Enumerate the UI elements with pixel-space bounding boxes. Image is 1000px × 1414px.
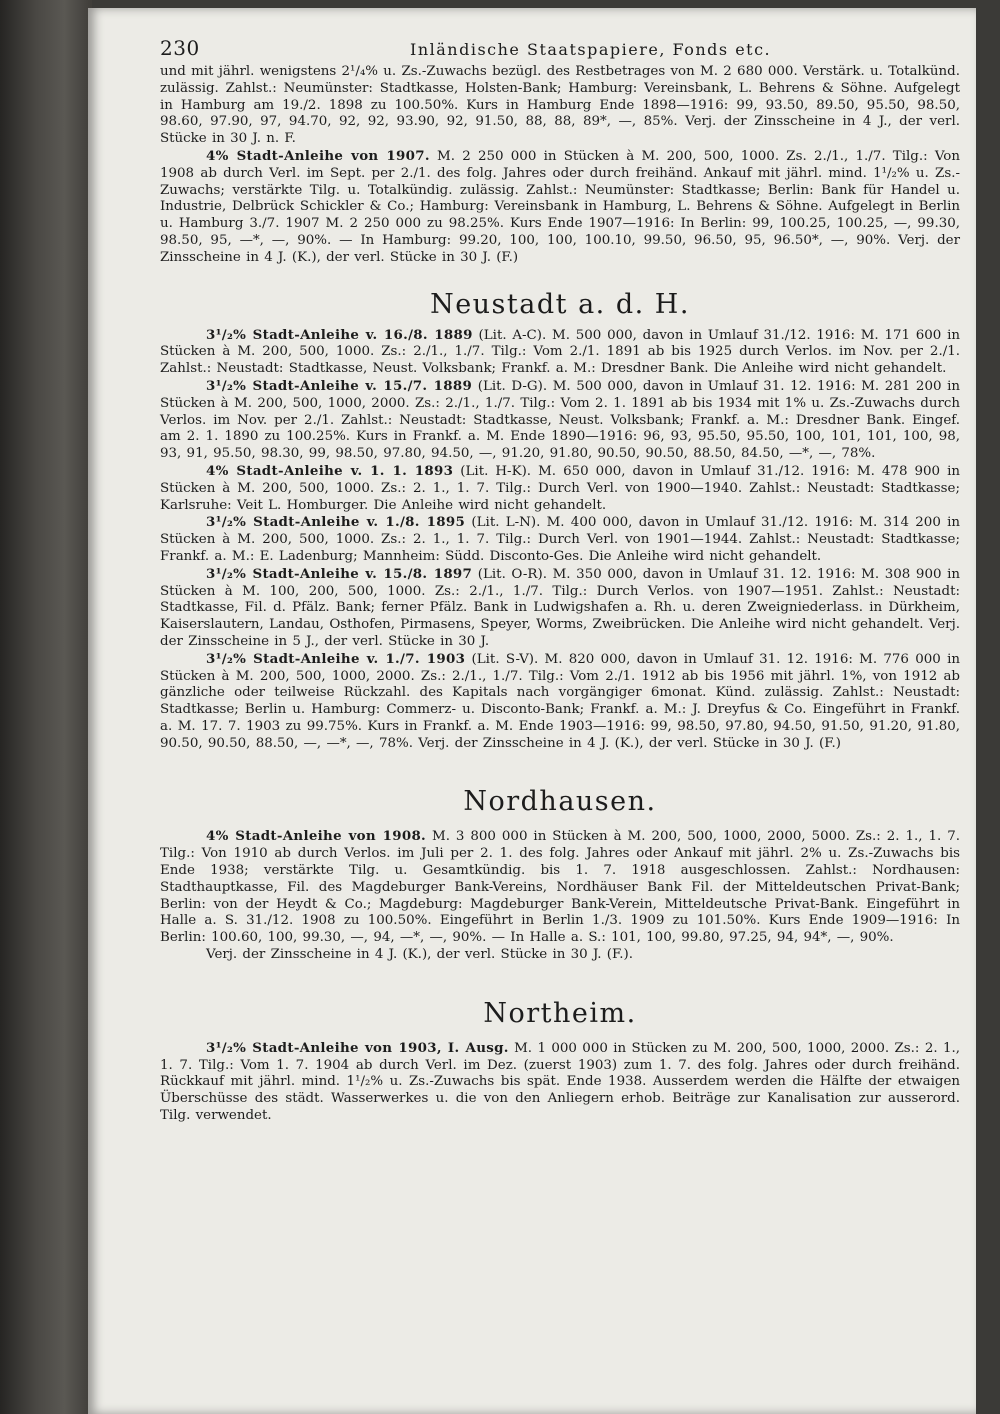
northeim-entry — [160, 1040, 960, 1125]
entry-text: M. 1 000 000 in Stücken zu M. 200, 500, 1000, 2000. Zs.: 2. 1., 1. 7. Tilg.: Vom 1. 7. 1904 ab durch Verl. im Dez. (zuerst 1903) zum 1. 7. des folg. Jahres oder durch freihänd. Rückkauf mit jährl. mind. 1¹/₂% u. Zs.-Zuwachs bis spät. Ende 1938. Ausserdem werden die Hälfte der etwaigen Überschüsse des städt. Wasserwerkes u. die von den Anliegern erhob. Beiträge zur Kanalisation zur ausserord. Tilg. verwendet. — [160, 1040, 961, 1124]
entry-1907 — [160, 148, 960, 267]
city-heading-nordhausen: Nordhausen. — [463, 786, 657, 818]
entry-lead: 3¹/₂% Stadt-Anleihe v. 15./7. 1889 — [206, 377, 473, 394]
entry-lead: 3¹/₂% Stadt-Anleihe von 1903, I. Ausg. — [206, 1039, 509, 1056]
neustadt-entry-1 — [160, 327, 960, 378]
intro-paragraph: und mit jährl. wenigstens 2¹/₄% u. Zs.-Zuwachs bezügl. des Restbetrages von M. 2 680 000. Verstärk. u. Totalkünd. zulässig. Zahlst.: Neumünster: Stadtkasse, Holsten-Bank; Hamburg: Vereinsbank, L. Behrens & Söhne. Aufgelegt in Hamburg am 19./2. 1898 zu 100.50%. Kurs in Hamburg Ende 1898—1916: 99, 93.50, 89.50, 95.50, 98.50, 98.60, 97.90, 97, 94.70, 92, 92, 93.90, 92, 91.50, 88, 88, 89*, —, 85%. Verj. der Zinsscheine in 4 J., der verl. Stücke in 30 J. n. F. — [160, 64, 960, 147]
entry-lead: 3¹/₂% Stadt-Anleihe v. 15./8. 1897 — [206, 565, 473, 582]
running-head: Inländische Staatspapiere, Fonds etc. — [410, 40, 772, 59]
city-heading-northeim: Northeim. — [483, 997, 637, 1029]
entry-text: (Lit. L-N). M. 400 000, davon in Umlauf 31./12. 1916: M. 314 200 in Stücken à M. 200, 500, 1000. Zs.: 2. 1., 1. 7. Tilg.: Durch Verl. von 1901—1944. Zahlst.: Neustadt: Stadtkasse; Frankf. a. M.: E. Ladenburg; Mannheim: Südd. Disconto-Ges. Die Anleihe wird nicht gehandelt. — [160, 515, 961, 564]
city-heading-neustadt: Neustadt a. d. H. — [430, 288, 690, 320]
entry-text: (Lit. S-V). M. 820 000, davon in Umlauf 31. 12. 1916: M. 776 000 in Stücken à M. 200, 500, 1000, 2000. Zs.: 2./1., 1./7. Tilg.: Vom 2./1. 1912 ab bis 1956 mit jährl. 1%, von 1912 ab gänzliche oder teilweise Rückzahl. des Kapitals nach vorgängiger 6monat. Künd. zulässig. Zahlst.: Neustadt: Stadtkasse; Berlin u. Hamburg: Commerz- u. Disconto-Bank; Frankf. a. M.: J. Dreyfus & Co. Eingeführt in Frankf. a. M. 17. 7. 1903 zu 99.75%. Kurs in Frankf. a. M. Ende 1903—1916: 99, 98.50, 97.80, 94.50, 91.50, 91.20, 91.80, 90.50, 90.50, 88.50, —, —*, —, 78%. Verj. der Zinsscheine in 4 J. (K.), der verl. Stücke in 30 J. (F.) — [160, 651, 960, 751]
entry-lead: 4% Stadt-Anleihe von 1908. — [206, 828, 427, 845]
neustadt-entry-5 — [160, 566, 960, 651]
neustadt-entry-3 — [160, 463, 960, 514]
entry-text: M. 2 250 000 in Stücken à M. 200, 500, 1000. Zs. 2./1., 1./7. Tilg.: Von 1908 ab durch Verl. im Sept. per 2./1. des folg. Jahres oder durch freihänd. Ankauf mit jährl. mind. 1¹/₂% u. Zs.-Zuwachs; verstärkte Tilg. u. Totalkündig. zulässig. Zahlst.: Neumünster: Stadtkasse; Berlin: Bank für Handel u. Industrie, Delbrück Schickler & Co.; Hamburg: Vereinsbank in Hamburg, L. Behrens & Söhne. Aufgelegt in Berlin u. Hamburg 3./7. 1907 M. 2 250 000 zu 98.25%. Kurs Ende 1907—1916: In Berlin: 99, 100.25, 100.25, —, 99.30, 98.50, 95, —*, —, 90%. — In Hamburg: 99.20, 100, 100, 100.10, 99.50, 96.50, 95, 96.50*, —, 90%. Verj. der Zinsscheine in 4 J. (K.), der verl. Stücke in 30 J. (F.) — [160, 148, 960, 265]
entry-text: (Lit. H-K). M. 650 000, davon in Umlauf 31./12. 1916: M. 478 900 in Stücken à M. 200, 500, 1000. Zs.: 2. 1., 1. 7. Tilg.: Durch Verl. von 1900—1940. Zahlst.: Neustadt: Stadtkasse; Karlsruhe: Veit L. Homburger. Die Anleihe wird nicht gehandelt. — [160, 463, 960, 513]
neustadt-entry-4 — [160, 514, 960, 565]
page-content — [160, 36, 960, 1125]
entry-lead: 4% Stadt-Anleihe von 1907. — [206, 147, 430, 164]
entry-lead: 3¹/₂% Stadt-Anleihe v. 16./8. 1889 — [206, 326, 473, 343]
entry-lead: 4% Stadt-Anleihe v. 1. 1. 1893 — [206, 462, 454, 479]
entry-text: (Lit. D-G). M. 500 000, davon in Umlauf 31. 12. 1916: M. 281 200 in Stücken à M. 200, 500, 1000, 2000. Zs.: 2./1., 1./7. Tilg.: Vom 2. 1. 1891 ab bis 1934 mit 1% u. Zs.-Zuwachs durch Verlos. im Nov. per 2./1. Zahlst.: Neustadt: Stadtkasse, Neust. Volksbank; Frankf. a. M.: Dresdner Bank. Eingef. am 2. 1. 1890 zu 100.25%. Kurs in Frankf. a. M. Ende 1890—1916: 96, 93, 95.50, 95.50, 100, 101, 101, 100, 98, 93, 91, 95.50, 98.30, 99, 98.50, 97.80, 94.50, —, 91.20, 91.80, 90.50, 90.50, 88.50, 84.50, —*, —, 78%. — [160, 378, 961, 462]
entry-text: M. 3 800 000 in Stücken à M. 200, 500, 1000, 2000, 5000. Zs.: 2. 1., 1. 7. Tilg.: Von 1910 ab durch Verlos. im Juli per 2. 1. des folg. Jahres oder Ankauf mit jährl. 2% u. Zs.-Zuwachs bis Ende 1938; verstärkte Tilg. u. Gesamtkündig. bis 1. 7. 1918 ausgeschlossen. Zahlst.: Nordhausen: Stadthauptkasse, Fil. des Magdeburger Bank-Vereins, Nordhäuser Bank Fil. der Mitteldeutschen Privat-Bank; Berlin: von der Heydt & Co.; Magdeburg: Magdeburger Bank-Verein, Mitteldeutsche Privat-Bank. Eingeführt in Halle a. S. 31./12. 1908 zu 100.50%. Eingeführt in Berlin 1./3. 1909 zu 101.50%. Kurs Ende 1909—1916: In Berlin: 100.60, 100, 99.30, —, 94, —*, —, 90%. — In Halle a. S.: 101, 100, 99.80, 97.25, 94, 94*, —, 90%. — [160, 829, 961, 946]
neustadt-entry-6 — [160, 651, 960, 753]
page-number: 230 — [160, 36, 200, 60]
page-header — [160, 36, 960, 64]
nordhausen-entry — [160, 828, 960, 947]
entry-text: (Lit. A-C). M. 500 000, davon in Umlauf 31./12. 1916: M. 171 600 in Stücken à M. 200, 500, 1000. Zs.: 2./1., 1./7. Tilg.: Vom 2./1. 1891 ab bis 1925 durch Verlos. im Nov. per 2./1. Zahlst.: Neustadt: Stadtkasse, Neust. Volksbank; Frankf. a. M.: Dresdner Bank. Die Anleihe wird nicht gehandelt. — [160, 327, 960, 377]
neustadt-entry-2 — [160, 378, 960, 463]
entry-text: (Lit. O-R). M. 350 000, davon in Umlauf 31. 12. 1916: M. 308 900 in Stücken à M. 100, 200, 500, 1000. Zs.: 2./1., 1./7. Tilg.: Durch Verlos. von 1907—1951. Zahlst.: Neustadt: Stadtkasse, Fil. d. Pfälz. Bank; ferner Pfälz. Bank in Ludwigshafen a. Rh. u. deren Zweigniederlass. in Dürkheim, Kaiserslautern, Landau, Osthofen, Pirmasens, Speyer, Worms, Zweibrücken. Die Anleihe wird nicht gehandelt. Verj. der Zinsscheine in 5 J., der verl. Stücke in 30 J. — [160, 566, 960, 649]
entry-lead: 3¹/₂% Stadt-Anleihe v. 1./8. 1895 — [206, 514, 466, 531]
book-spine — [0, 0, 92, 1414]
nordhausen-closing: Verj. der Zinsscheine in 4 J. (K.), der verl. Stücke in 30 J. (F.). — [206, 947, 633, 963]
entry-lead: 3¹/₂% Stadt-Anleihe v. 1./7. 1903 — [206, 650, 466, 667]
book-page — [88, 8, 976, 1414]
